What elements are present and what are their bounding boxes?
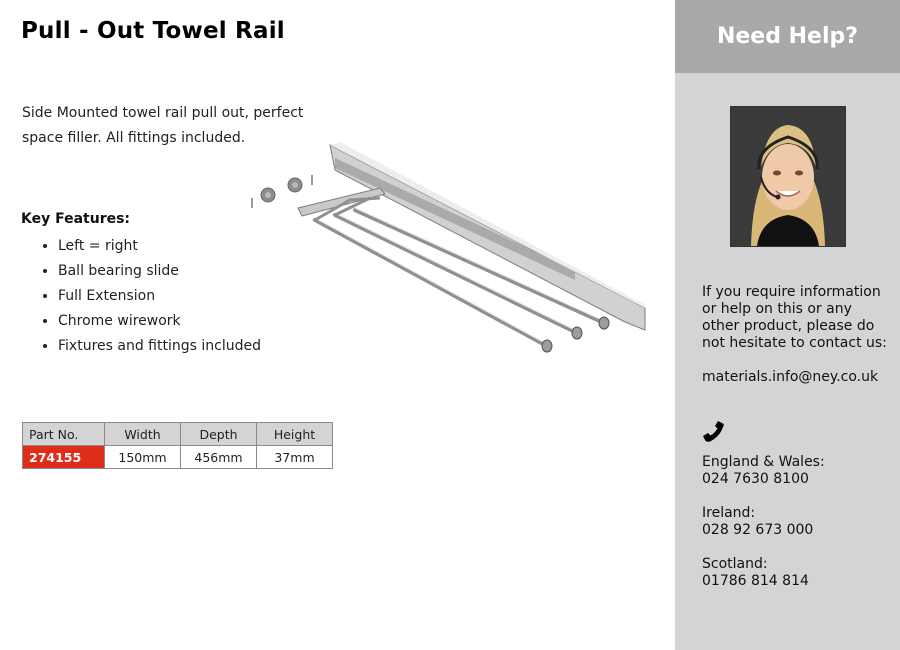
header-height: Height	[257, 423, 333, 446]
contact-email[interactable]: materials.info@ney.co.uk	[702, 369, 879, 385]
height-cell: 37mm	[257, 446, 333, 469]
contact-region: England & Wales:	[702, 454, 825, 470]
header-width: Width	[105, 423, 181, 446]
help-header	[675, 0, 900, 73]
header-depth: Depth	[181, 423, 257, 446]
contact-phone[interactable]: 028 92 673 000	[702, 522, 814, 538]
product-description: Side Mounted towel rail pull out, perfect space filler. All fittings included.	[22, 105, 304, 146]
support-agent-photo	[730, 106, 846, 247]
width-cell: 150mm	[105, 446, 181, 469]
help-info-text: If you require information or help on this or any other product, please do not hesitate to contact us:	[702, 284, 887, 351]
depth-cell: 456mm	[181, 446, 257, 469]
contact-phone[interactable]: 024 7630 8100	[702, 471, 809, 487]
help-heading: Need Help?	[716, 24, 859, 49]
towel-rail-image	[240, 140, 650, 360]
contact-region: Scotland:	[702, 556, 768, 572]
contact-region: Ireland:	[702, 505, 756, 521]
header-part-no: Part No.	[23, 423, 105, 446]
table-header-row	[23, 423, 333, 446]
list-item: • Chrome wirework	[58, 309, 261, 334]
features-list	[40, 234, 261, 359]
list-item: • Ball bearing slide	[58, 259, 261, 284]
page-title: Pull - Out Towel Rail	[21, 18, 285, 44]
help-sidebar	[675, 0, 900, 650]
table-row	[23, 446, 333, 469]
contact-phone[interactable]: 01786 814 814	[702, 573, 809, 589]
spec-table	[22, 422, 333, 469]
features-heading: Key Features:	[21, 211, 131, 227]
list-item: • Fixtures and fittings included	[58, 334, 261, 359]
part-number-cell: 274155	[23, 446, 105, 469]
phone-icon	[702, 420, 726, 444]
list-item: • Left = right	[58, 234, 261, 259]
list-item: • Full Extension	[58, 284, 261, 309]
